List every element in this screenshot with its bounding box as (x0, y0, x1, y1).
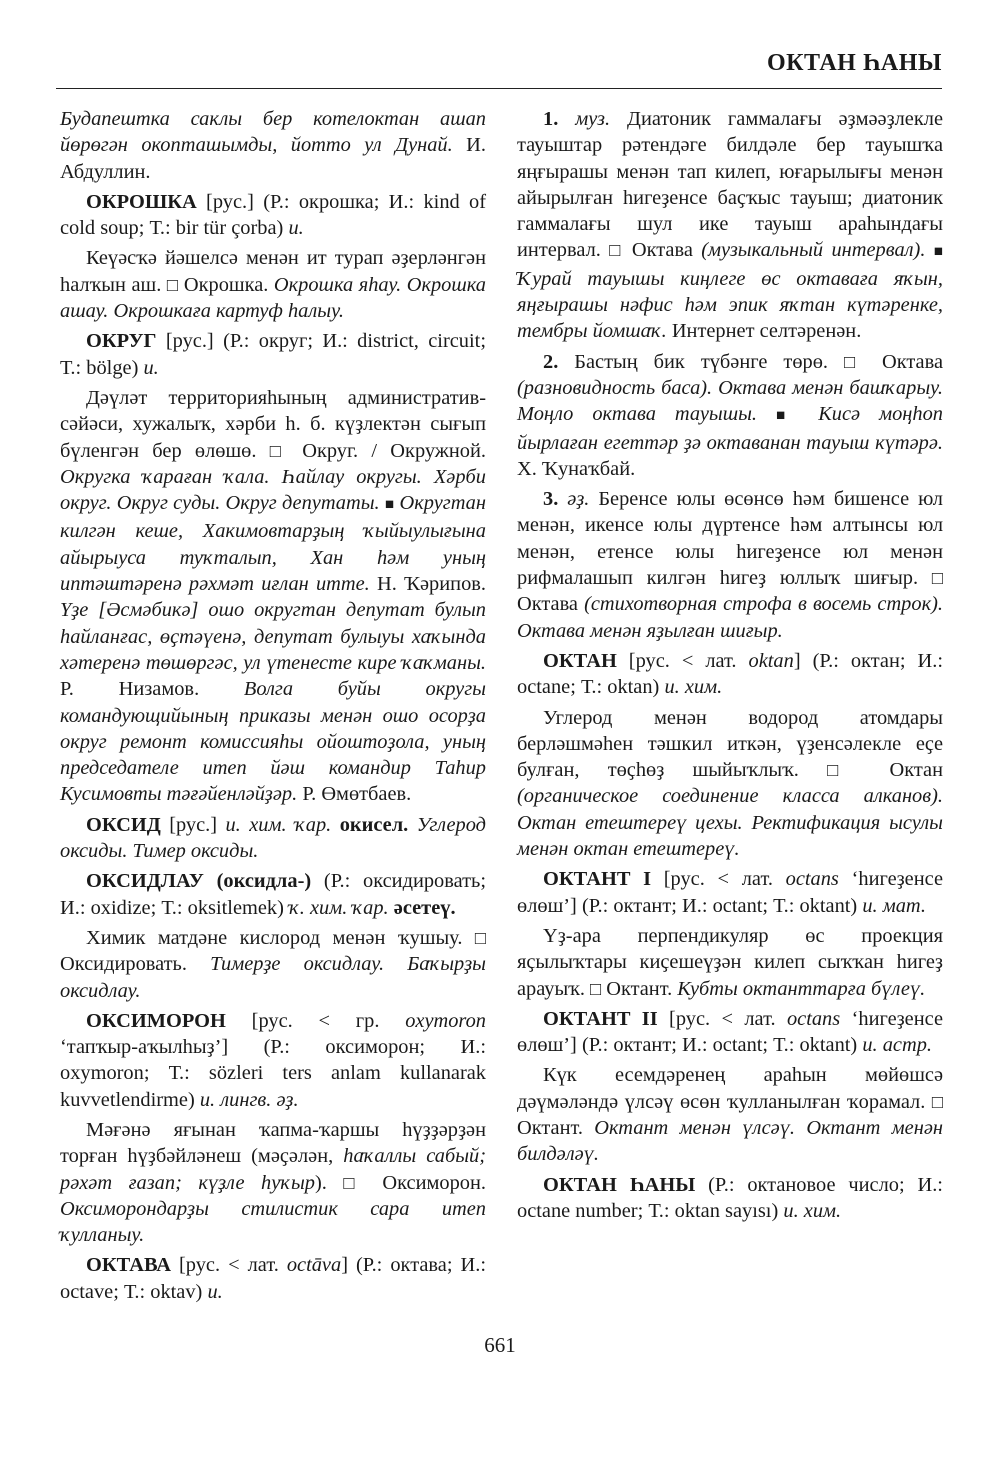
dictionary-paragraph: Кеүәсҡә йәшелсә менән ит турап әҙерләнгән һалҡын аш. □ Окрошка. Окрошка яһау. Окрошка ашау. Окрошкаға картуф һалыу. (60, 247, 486, 323)
dictionary-paragraph: Күк есемдәренең араһын мөйөшсә дәүмәләндә үлсәү өсөн ҡулланылған ҡорамал. □ Октант. Октант менән үлсәү. Октант менән билдәләү. (517, 1064, 943, 1166)
dictionary-paragraph: Дәүләт территорияһының административ-сәйәси, хужалыҡ, хәрби һ. б. күҙлектән сығып бүленгән бер өлөшө. □ Округ. / Окружной. Округка ҡараған ҡала. Һайлау округы. Хәрби округ. Округ суды. Округ депутаты. ■ Округтан килгән кеше, Хакимовтарҙың ҡыйыулығына айырыуса туҡталып, Хан һәм уның иптәштәренә рәхмәт иғлан итте. Н. Ҡәрипов. Үҙе [Әсмәбикә] ошо округтан депутат булып һайланғас, өҫтәүенә, депутат булыуы хаҡында хәтеренә төшөргәс, ул үтенесте кире ҡаҡманы. Р. Низамов. Волга буйы округы командующийының приказы менән ошо осорҙа округ ремонт комиссияһы ойоштоҙола, уның председателе итеп йәш командир Таһир Кусимовты тәғәйенләйҙәр. Р. Өмөтбаев. (60, 386, 487, 806)
dictionary-paragraph: ОКРУГ [рус.] (Р.: округ; И.: district, circuit; Т.: bölge) и. (60, 330, 486, 379)
dictionary-paragraph: ОКТАНТ I [рус. < лат. octans ‘һигеҙенсе өлөш’] (Р.: октант; И.: octant; Т.: oktant) и. мат. (517, 868, 943, 917)
running-title: ОКТАН ҺАНЫ (766, 50, 942, 76)
dictionary-paragraph: ОКТАНТ II [рус. < лат. octans ‘һигеҙенсе өлөш’] (Р.: октант; И.: octant; Т.: oktant) и. астр. (517, 1007, 943, 1057)
dictionary-paragraph: Химик матдәне кислород менән ҡушыу. □ Оксидировать. Тимерҙе оксидлау. Баҡырҙы оксидлау. (60, 926, 486, 1002)
dictionary-paragraph: Будапештка саклы бер котелоктан ашап йөрөгән окопташымды, йотто ул Дунай. И. Абдуллин. (60, 108, 486, 183)
dictionary-paragraph: 1. муз. Диатоник гаммалағы әҙмәәҙлекле тауыштар рәтендәге билдәле бер тауышҡа яңғырашы менән тап килеп, юғарылығы менән айырылған һигеҙенсе баҫҡыс тауыш; диатоник гаммалағы шул ике тауыш араһындағы интервал. □ Октава (музыкальный интервал). ■ Ҡурай тауышы киңлеге өс октаваға яҡын, яңғырашы нәфис һәм эпик яҡтан күтәренке, тембры йомшаҡ. Интернет селтәренән. (517, 108, 944, 343)
left-column (60, 106, 486, 1305)
dictionary-paragraph: 2. Бастың бик түбәнге төрө. □ Октава (разновидность баса). Октава менән башҡарыу. Моңло октава тауышы. ■ Кисә моңһоп йырлаған егеттәр ҙә октаванан тауыш күтәрә. Х. Ҡунаҡбай. (517, 350, 943, 480)
dictionary-paragraph: ОКТАВА [рус. < лат. octāva] (Р.: октава; И.: octave; Т.: oktav) и. (60, 1254, 486, 1303)
dictionary-paragraph: ОКТАН ҺАНЫ (Р.: октановое число; И.: octane number; Т.: oktan sayısı) и. хим. (517, 1173, 943, 1222)
dictionary-paragraph: Углерод менән водород атомдары берләшмәһен тәшкил иткән, үҙенсәлекле еҫе булған, төҫһөҙ шыйыҡлыҡ. □ Октан (органическое соединение класса алканов). Октан етештереү цехы. Ректификация ысулы менән октан етештереү. (517, 706, 943, 861)
dictionary-paragraph: 3. әҙ. Беренсе юлы өсөнсө һәм бишенсе юл менән, икенсе юлы дүртенсе һәм алтынсы юл менән, етенсе юлы һигеҙенсе юл менән рифмалашып килгән һигеҙ юллыҡ шиғыр. □ Октава (стихотворная строфа в восемь строк). Октава менән яҙылған шиғыр. (517, 488, 943, 642)
dictionary-paragraph: ОКРОШКА [рус.] (Р.: окрошка; И.: kind of cold soup; Т.: bir tür çorba) и. (60, 190, 486, 240)
dictionary-paragraph: ОКТАН [рус. < лат. oktan] (Р.: октан; И.: octane; Т.: oktan) и. хим. (517, 649, 943, 699)
right-column (517, 106, 943, 1224)
dictionary-paragraph: Үҙ-ара перпендикуляр өс проекция яҫылыҡтары киҫешеүҙән килеп сыҡҡан һигеҙ арауыҡ. □ Октант. Кубты октанттарға бүлеү. (517, 924, 943, 1000)
header-rule (56, 88, 942, 89)
page-number: 661 (484, 1333, 516, 1357)
dictionary-paragraph: Мәғәнә яғынан ҡапма-ҡаршы һүҙҙәрҙән торған һүҙбәйләнеш (мәҫәлән, һаҡаллы сабый; рәхәт ғазап; күҙле һуҡыр). □ Оксиморон. Оксиморондарҙы стилистик сара итеп ҡулланыу. (60, 1118, 487, 1247)
dictionary-paragraph: ОКСИД [рус.] и. хим. ҡар. окисел. Углерод оксиды. Тимер оксиды. (60, 813, 486, 863)
dictionary-paragraph: ОКСИДЛАУ (оксидла-) (Р.: оксидировать; И.: oxidize; Т.: oksitlemek) ҡ. хим. ҡар. әсетеү. (60, 870, 486, 919)
dictionary-paragraph: ОКСИМОРОН [рус. < гр. oxymoron ‘тапҡыр-аҡылһыҙ’] (Р.: оксиморон; И.: oxymoron; Т.: sözleri ters anlam kullanarak kuvvetlendirme) и. лингв. әҙ. (60, 1009, 486, 1111)
